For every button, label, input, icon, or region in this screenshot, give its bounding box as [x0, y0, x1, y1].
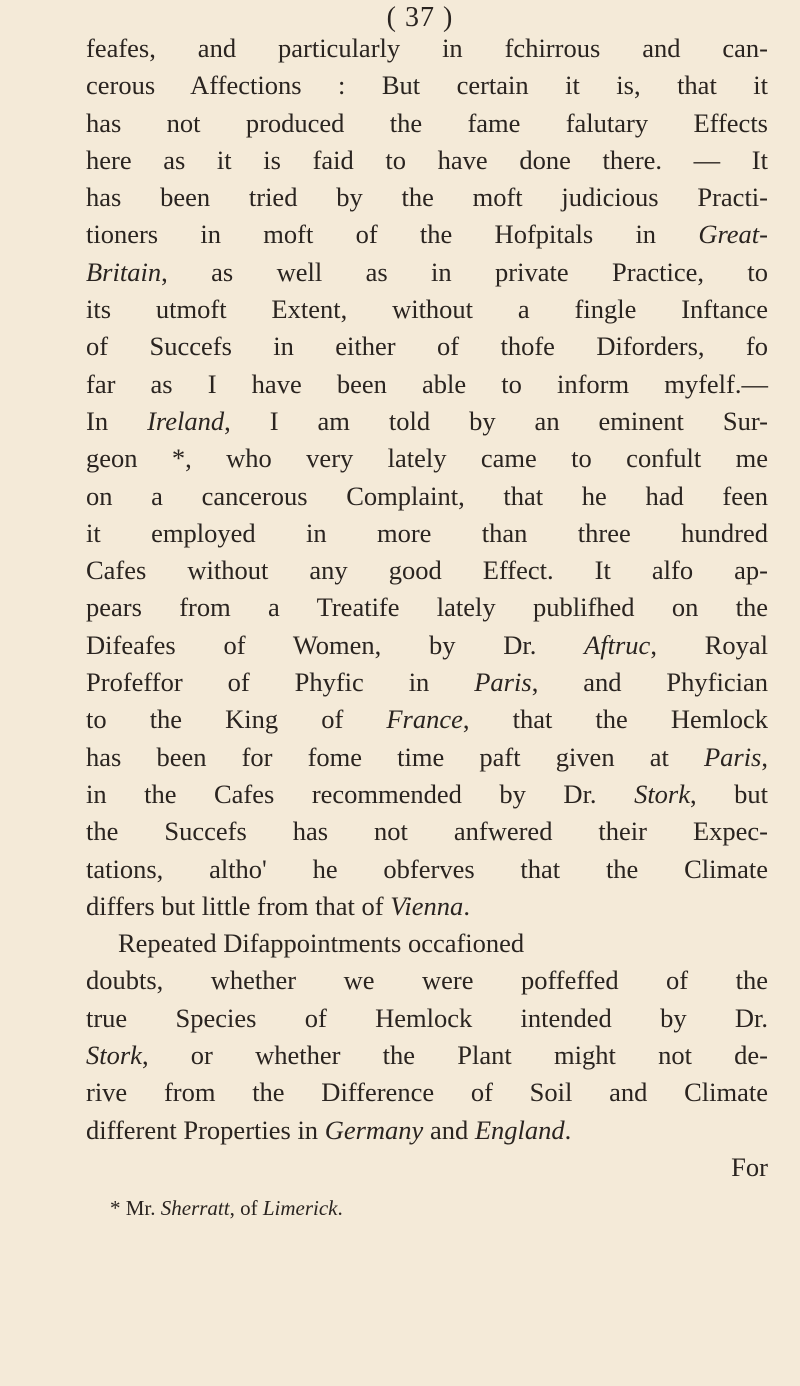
text-line: [86, 1074, 768, 1111]
italic-text: Great-: [698, 219, 768, 250]
text-line: [86, 142, 768, 179]
italic-text: Paris: [703, 741, 762, 772]
text-segment: feafes, and particularly in fchirrous and can-: [86, 33, 768, 63]
italic-text: Ireland: [147, 405, 225, 436]
italic-text: Aftruc: [584, 629, 651, 660]
text-segment: , or whether the Plant might not de-: [141, 1040, 768, 1071]
text-segment: cerous Affections : But certain it is, that it: [86, 70, 768, 101]
text-line: [86, 627, 768, 664]
text-segment: .: [564, 1114, 572, 1145]
text-segment: different Properties in: [86, 1114, 325, 1145]
body-text: [86, 30, 768, 1186]
text-segment: In: [86, 405, 148, 436]
footnote-segment: , of: [229, 1196, 263, 1220]
footnote: [110, 1196, 343, 1221]
text-line: [86, 925, 768, 962]
text-line: [86, 30, 768, 67]
text-segment: Cafes without any good Effect. It alfo ap-: [86, 555, 768, 586]
footnote-segment: * Mr.: [110, 1196, 161, 1220]
text-line: [86, 328, 768, 365]
text-line: [86, 589, 768, 626]
text-line: [86, 739, 768, 776]
text-line: [86, 366, 768, 403]
footnote-segment: Limerick: [262, 1196, 338, 1220]
footnote-segment: .: [337, 1196, 343, 1220]
text-segment: the Succefs has not anfwered their Expec-: [86, 816, 768, 847]
text-segment: doubts, whether we were poffeffed of the: [86, 965, 768, 996]
italic-text: Britain: [86, 256, 162, 287]
text-segment: of Succefs in either of thofe Diforders, fo: [86, 331, 768, 362]
text-segment: and: [423, 1114, 475, 1145]
text-line: [86, 552, 768, 589]
footnote-segment: Sherratt: [160, 1196, 230, 1220]
text-segment: rive from the Difference of Soil and Climate: [86, 1077, 768, 1108]
italic-text: Stork: [86, 1040, 142, 1071]
text-line: [86, 254, 768, 291]
text-segment: in the Cafes recommended by Dr.: [86, 778, 635, 809]
text-line: [86, 440, 768, 477]
text-line: [86, 888, 768, 925]
text-line: [86, 478, 768, 515]
text-segment: on a cancerous Complaint, that he had feen: [86, 480, 768, 511]
text-line: [86, 1000, 768, 1037]
text-line: [86, 776, 768, 813]
italic-text: Vienna: [390, 890, 464, 921]
text-segment: tations, altho' he obferves that the Climate: [86, 853, 768, 884]
text-segment: , I am told by an eminent Sur-: [224, 405, 769, 436]
text-segment: .: [463, 890, 470, 921]
italic-text: Paris: [474, 667, 532, 698]
text-line: [86, 1112, 768, 1149]
text-segment: ,: [761, 741, 768, 772]
text-segment: , but: [690, 778, 768, 809]
text-segment: Repeated Difappointments occafioned: [118, 928, 525, 959]
page-number: ( 37 ): [386, 2, 454, 33]
text-segment: has been for fome time paft given at: [86, 741, 704, 772]
text-line: [86, 179, 768, 216]
text-segment: here as it is faid to have done there. — It: [86, 144, 768, 175]
text-segment: , as well as in private Practice, to: [161, 256, 768, 287]
text-segment: pears from a Treatife lately publifhed on the: [86, 592, 768, 623]
text-line: [86, 1037, 768, 1074]
text-line: [86, 216, 768, 253]
text-line: [86, 403, 768, 440]
text-line: [86, 962, 768, 999]
text-line: [86, 291, 768, 328]
text-line: [86, 664, 768, 701]
text-segment: , Royal: [650, 629, 768, 660]
text-segment: has not produced the fame falutary Effects: [86, 107, 768, 138]
text-segment: , and Phyfician: [531, 667, 768, 698]
text-segment: differs but little from that of: [86, 890, 391, 921]
text-line: [86, 851, 768, 888]
text-segment: geon *, who very lately came to confult me: [86, 443, 768, 474]
text-line: [86, 813, 768, 850]
italic-text: England: [474, 1114, 565, 1145]
text-line: [86, 67, 768, 104]
italic-text: France: [386, 704, 463, 735]
text-line: [86, 1149, 768, 1186]
text-segment: far as I have been able to inform myfelf.—: [86, 368, 768, 399]
text-segment: it employed in more than three hundred: [86, 517, 768, 548]
text-segment: to the King of: [86, 704, 387, 735]
text-line: [86, 701, 768, 738]
text-segment: , that the Hemlock: [462, 704, 769, 735]
text-line: [86, 515, 768, 552]
text-segment: has been tried by the moft judicious Practi-: [86, 182, 768, 213]
text-segment: For: [731, 1151, 768, 1182]
italic-text: Germany: [324, 1114, 424, 1145]
text-segment: its utmoft Extent, without a fingle Inftance: [86, 294, 768, 325]
text-segment: tioners in moft of the Hofpitals in: [86, 219, 699, 250]
text-line: [86, 105, 768, 142]
text-segment: Profeffor of Phyfic in: [86, 667, 475, 698]
italic-text: Stork: [634, 778, 690, 809]
text-segment: Difeafes of Women, by Dr.: [86, 629, 585, 660]
text-segment: true Species of Hemlock intended by Dr.: [86, 1002, 768, 1033]
